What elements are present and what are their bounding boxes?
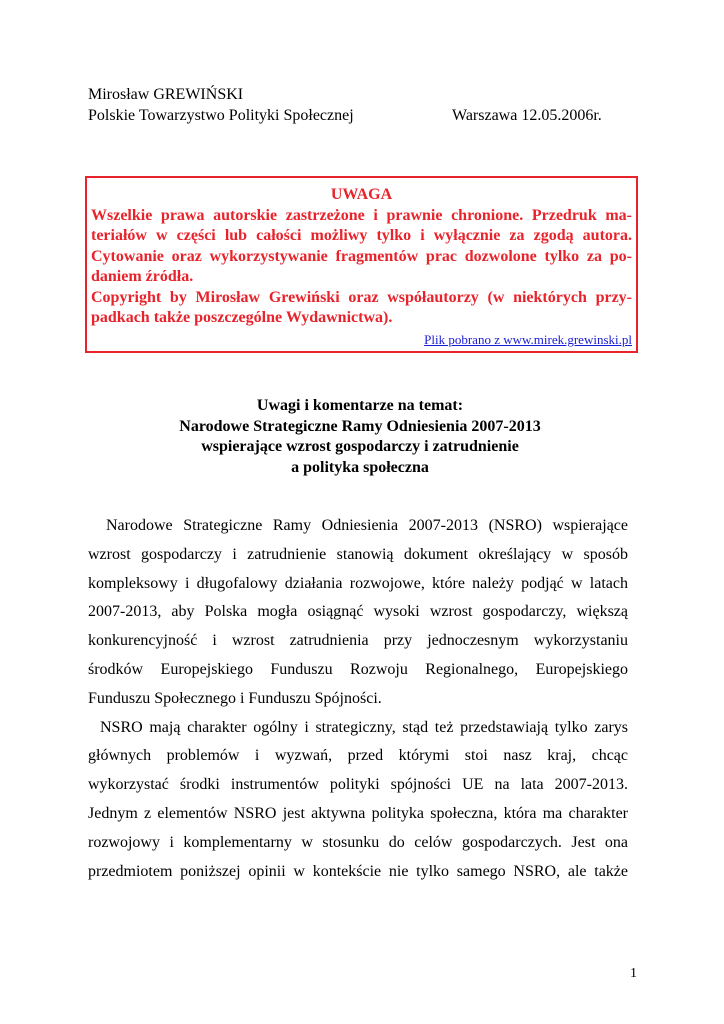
body-line: Narodowe Strategiczne Ramy Odniesienia 2007-2013 (NSRO) wspierające — [106, 517, 628, 534]
notice-line: Cytowanie oraz wykorzystywanie fragmentów prac dozwolone tylko za po- — [91, 247, 632, 265]
body-line: wykorzystać środki instrumentów polityki spójności UE na lata 2007-2013. — [88, 776, 628, 794]
heading-line: wspierające wzrost gospodarczy i zatrudnienie — [201, 438, 519, 455]
body-line: rozwojowy i komplementarny w stosunku do celów gospodarczych. Jest ona — [88, 833, 628, 851]
notice-line: Copyright by Mirosław Grewiński oraz współautorzy (w niektórych przy- — [91, 288, 632, 306]
body-text — [88, 512, 628, 886]
heading-line: Narodowe Strategiczne Ramy Odniesienia 2007-2013 — [179, 417, 541, 435]
body-line: 2007-2013, aby Polska mogła osiągnąć wysoki wzrost gospodarczy, większą — [88, 603, 628, 621]
document-date: Warszawa 12.05.2006r. — [452, 107, 602, 124]
notice-title: UWAGA — [330, 186, 393, 203]
notice-line: daniem źródła. — [91, 268, 194, 285]
organization-name: Polskie Towarzystwo Polityki Społecznej — [88, 107, 354, 124]
body-line: kompleksowy i długofalowy działania rozwojowe, które należy podjąć w latach — [88, 574, 628, 592]
notice-line: padkach także poszczególne Wydawnictwa). — [91, 309, 393, 326]
heading-line: Uwagi i komentarze na temat: — [256, 397, 464, 414]
notice-body — [91, 206, 632, 329]
body-line: Funduszu Społecznego i Funduszu Spójności. — [88, 689, 382, 707]
source-link[interactable]: Plik pobrano z www.mirek.grewinski.pl — [424, 332, 632, 347]
body-line: wzrost gospodarczy i zatrudnienie stanowią dokument określający w sposób — [88, 545, 628, 563]
notice-line: Wszelkie prawa autorskie zastrzeżone i prawnie chronione. Przedruk ma- — [91, 206, 632, 224]
notice-line: teriałów w części lub całości możliwy tylko i wyłącznie za zgodą autora. — [91, 227, 632, 244]
body-line: środków Europejskiego Funduszu Rozwoju Regionalnego, Europejskiego — [88, 660, 628, 678]
body-line: głównych problemów i wyzwań, przed którymi stoi nasz kraj, chcąc — [88, 747, 628, 765]
body-line: Jednym z elementów NSRO jest aktywna polityka społeczna, która ma charakter — [88, 804, 628, 822]
heading-line: a polityka społeczna — [291, 458, 429, 476]
copyright-notice-box — [85, 176, 638, 353]
article-heading — [100, 396, 620, 478]
body-line: konkurencyjność i wzrost zatrudnienia przy jednoczesnym wykorzystaniu — [88, 632, 628, 650]
author-name: Mirosław GREWIŃSKI — [88, 86, 244, 103]
header-line — [88, 105, 628, 126]
body-line: przedmiotem poniższej opinii w kontekście nie tylko samego NSRO, ale także — [88, 862, 628, 880]
page-number: 1 — [630, 966, 637, 981]
body-line: NSRO mają charakter ogólny i strategiczny, stąd też przedstawiają tylko zarys — [100, 718, 628, 736]
